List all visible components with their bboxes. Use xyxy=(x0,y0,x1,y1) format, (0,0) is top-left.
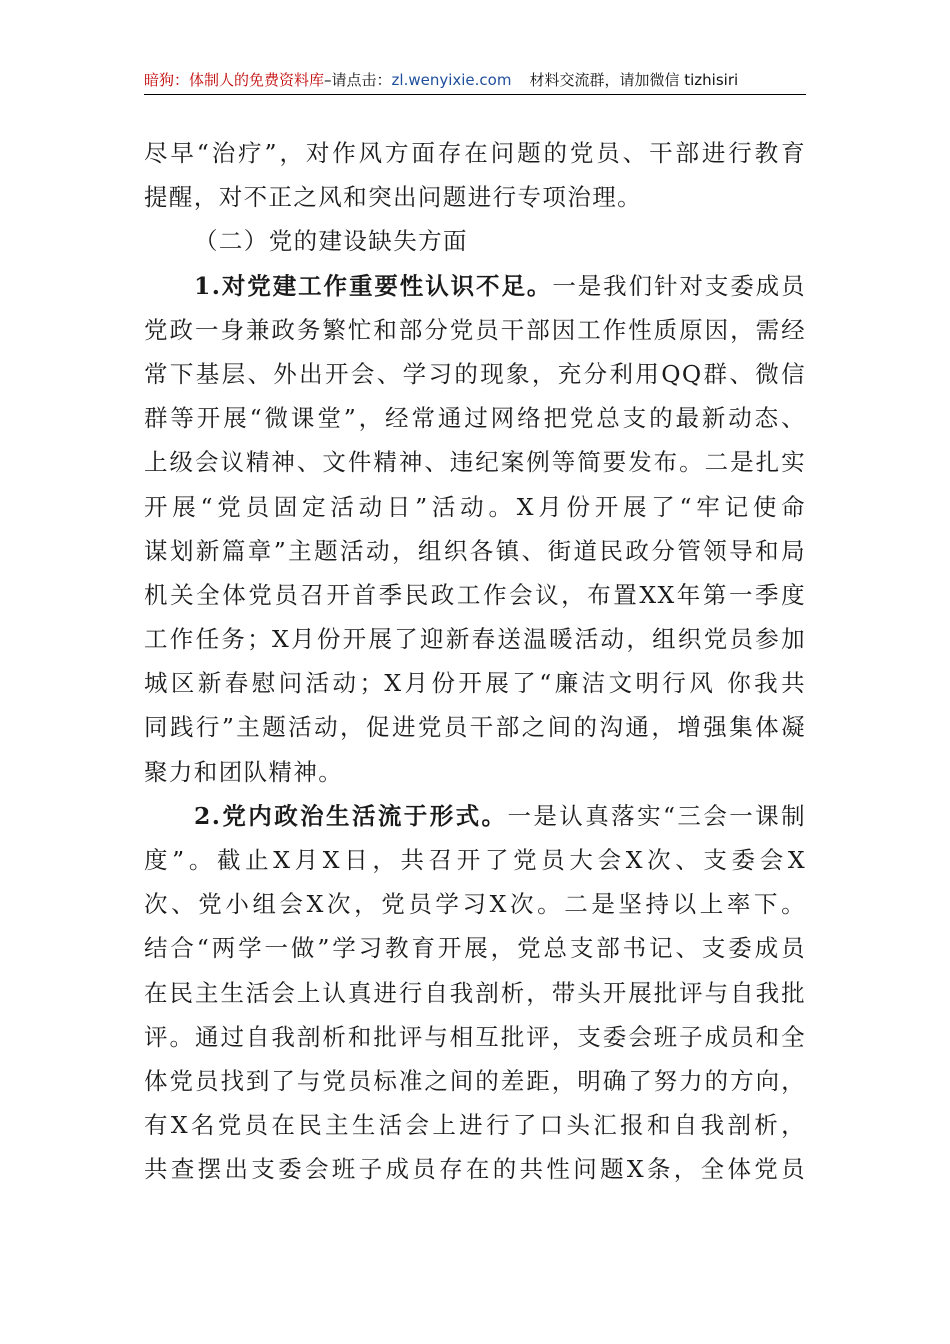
body-line: 工作任务；X月份开展了迎新春送温暖活动，组织党员参加 xyxy=(144,625,806,654)
body-line: 共查摆出支委会班子成员存在的共性问题X条，全体党员 xyxy=(144,1155,806,1184)
header-brand: 暗狗：体制人的免费资料库 xyxy=(144,71,325,89)
document-body xyxy=(144,131,806,1192)
body-line: 聚力和团队精神。 xyxy=(144,757,344,786)
body-line: 尽早“治疗”，对作风方面存在问题的党员、干部进行教育 xyxy=(144,139,806,167)
header-url-link[interactable]: zl.wenyixie.com xyxy=(391,71,512,89)
body-line: 常下基层、外出开会、学习的现象，充分利用QQ群、微信 xyxy=(144,359,806,388)
body-line: 评。通过自我剖析和批评与相互批评，支委会班子成员和全 xyxy=(144,1022,806,1051)
body-line: 体党员找到了与党员标准之间的差距，明确了努力的方向， xyxy=(144,1066,806,1095)
body-line: 2.党内政治生活流于形式。一是认真落实“三会一课制 xyxy=(194,801,806,830)
body-line: 党政一身兼政务繁忙和部分党员干部因工作性质原因，需经 xyxy=(144,315,806,344)
body-line: 机关全体党员召开首季民政工作会议，布置XX年第一季度 xyxy=(144,580,806,609)
body-line: 群等开展“微课堂”，经常通过网络把党总支的最新动态、 xyxy=(144,404,806,433)
paragraph-heading: 2.党内政治生活流于形式。 xyxy=(194,801,508,830)
section-heading: （二）党的建设缺失方面 xyxy=(194,227,468,256)
page-header xyxy=(144,66,806,95)
body-line: 提醒，对不正之风和突出问题进行专项治理。 xyxy=(144,183,642,212)
body-line: 同践行”主题活动，促进党员干部之间的沟通，增强集体凝 xyxy=(144,713,806,742)
body-line: 在民主生活会上认真进行自我剖析，带头开展批评与自我批 xyxy=(144,978,806,1007)
body-line: 谋划新篇章”主题活动，组织各镇、街道民政分管领导和局 xyxy=(144,536,806,565)
header-prompt: –请点击： xyxy=(324,71,392,89)
body-line: 度”。截止X月X日，共召开了党员大会X次、支委会X xyxy=(144,846,806,874)
body-line: 结合“两学一做”学习教育开展，党总支部书记、支委成员 xyxy=(144,934,806,963)
paragraph-heading: 1.对党建工作重要性认识不足。 xyxy=(194,271,553,300)
header-group-note: 材料交流群，请加微信 tizhisiri xyxy=(529,71,739,89)
body-line: 次、党小组会X次，党员学习X次。二是坚持以上率下。 xyxy=(144,890,806,919)
body-line: 有X名党员在民主生活会上进行了口头汇报和自我剖析， xyxy=(144,1111,806,1140)
body-line: 开展“党员固定活动日”活动。X月份开展了“牢记使命 xyxy=(144,492,806,521)
body-line: 上级会议精神、文件精神、违纪案例等简要发布。二是扎实 xyxy=(144,448,806,477)
body-line: 城区新春慰问活动；X月份开展了“廉洁文明行风 你我共 xyxy=(144,669,806,698)
body-line: 1.对党建工作重要性认识不足。一是我们针对支委成员 xyxy=(194,271,806,300)
